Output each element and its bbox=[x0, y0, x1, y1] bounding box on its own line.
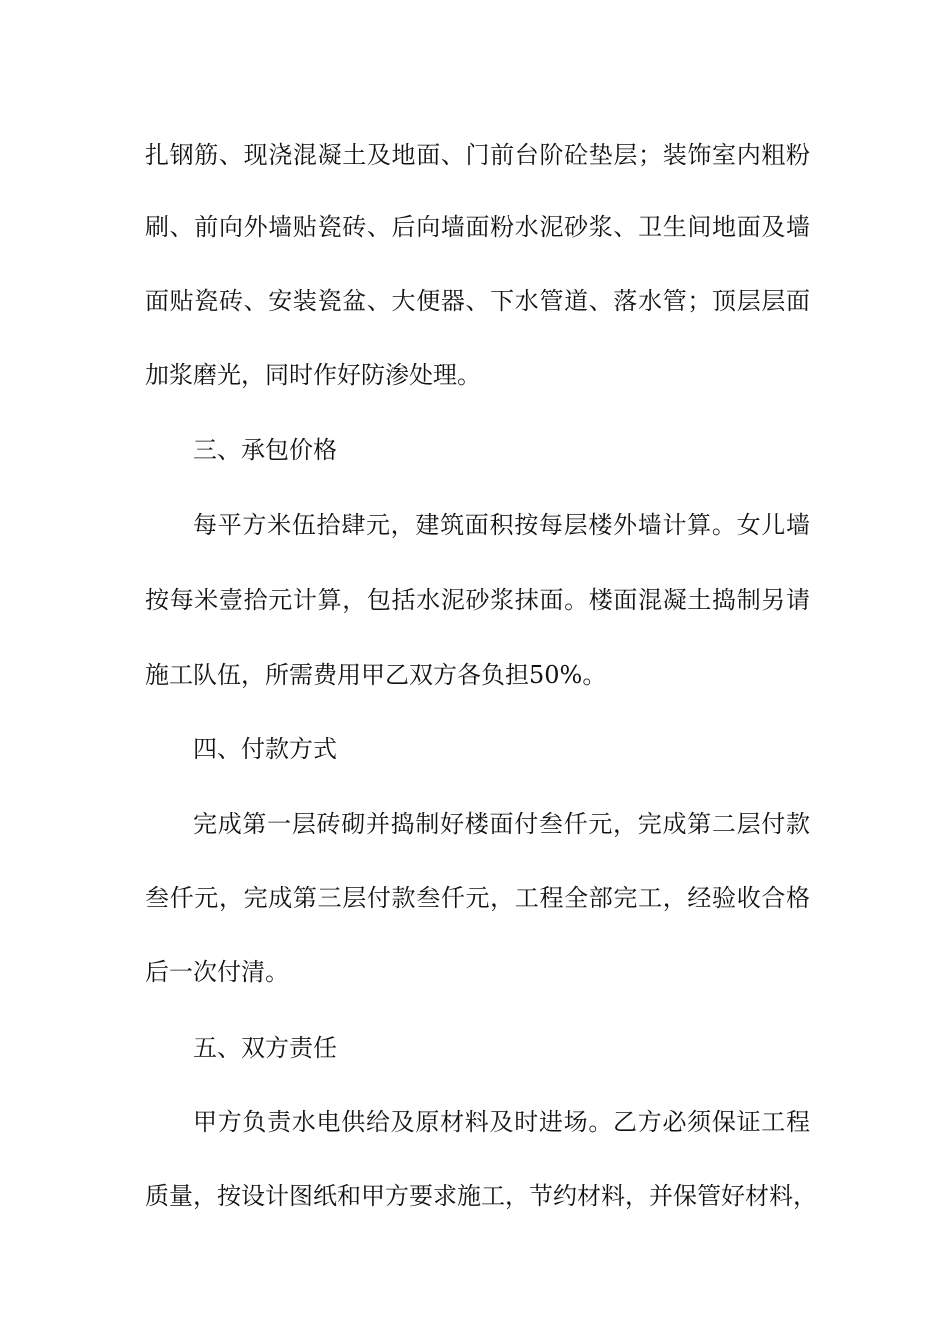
section-heading-price: 三、承包价格 bbox=[193, 436, 337, 464]
paragraph-line: 后一次付清。 bbox=[145, 958, 289, 986]
paragraph-line: 完成第一层砖砌并捣制好楼面付叁仟元，完成第二层付款 bbox=[193, 810, 810, 838]
paragraph-line: 刷、前向外墙贴瓷砖、后向墙面粉水泥砂浆、卫生间地面及墙 bbox=[145, 213, 810, 241]
paragraph-line: 甲方负责水电供给及原材料及时进场。乙方必须保证工程 bbox=[193, 1108, 810, 1136]
paragraph-line: 加浆磨光，同时作好防渗处理。 bbox=[145, 361, 481, 389]
paragraph-line: 每平方米伍拾肆元，建筑面积按每层楼外墙计算。女儿墙 bbox=[193, 511, 810, 539]
paragraph-line: 按每米壹拾元计算，包括水泥砂浆抹面。楼面混凝土捣制另请 bbox=[145, 586, 810, 614]
paragraph-line: 叁仟元，完成第三层付款叁仟元，工程全部完工，经验收合格 bbox=[145, 884, 810, 912]
paragraph-line: 面贴瓷砖、安装瓷盆、大便器、下水管道、落水管；顶层层面 bbox=[145, 287, 810, 315]
paragraph-line: 施工队伍，所需费用甲乙双方各负担50%。 bbox=[145, 661, 607, 689]
section-heading-payment: 四、付款方式 bbox=[193, 735, 337, 763]
paragraph-line: 扎钢筋、现浇混凝土及地面、门前台阶砼垫层；装饰室内粗粉 bbox=[145, 141, 810, 169]
section-heading-responsibility: 五、双方责任 bbox=[193, 1034, 337, 1062]
paragraph-line: 质量，按设计图纸和甲方要求施工，节约材料，并保管好材料， bbox=[145, 1182, 817, 1210]
